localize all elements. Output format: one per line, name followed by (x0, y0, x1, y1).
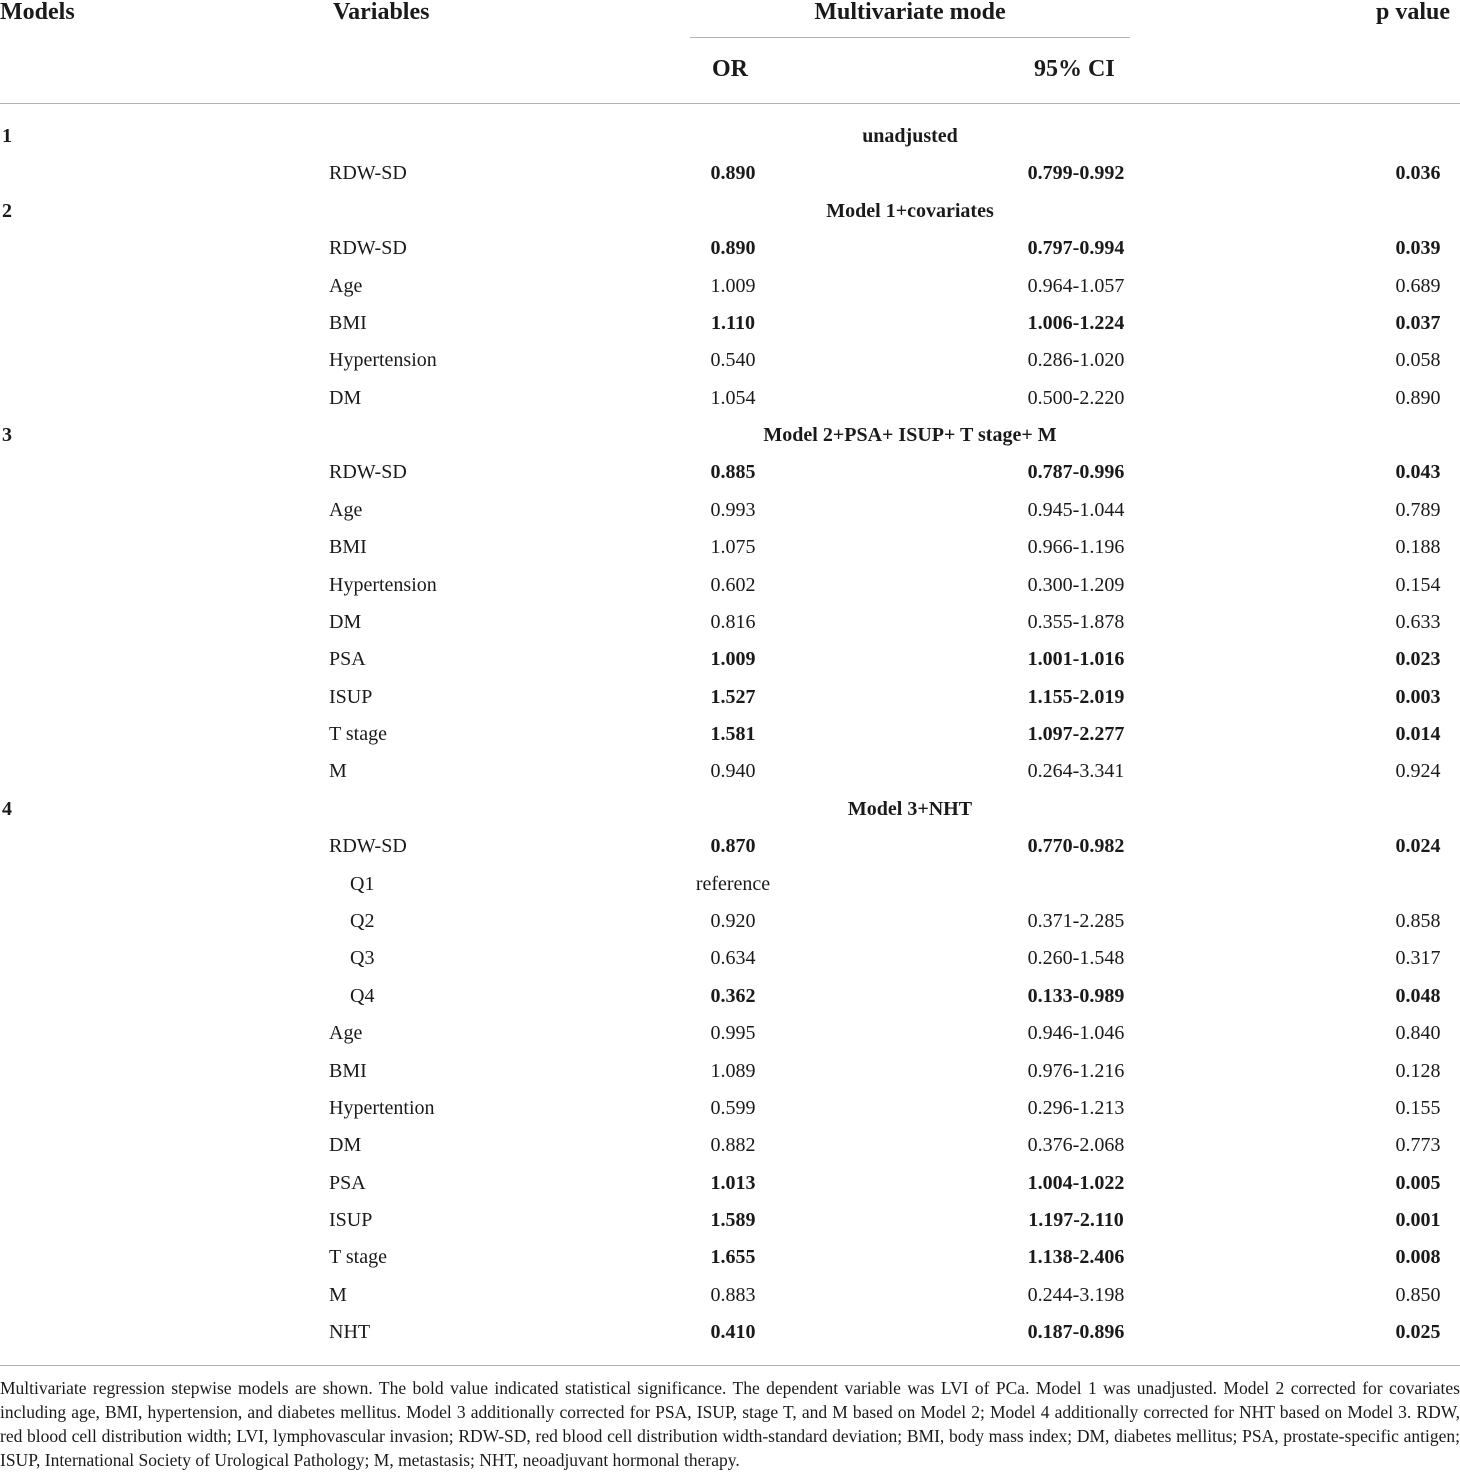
ci-cell: 0.966-1.196 (1027, 536, 1125, 559)
p-value-cell: 0.008 (1395, 1246, 1441, 1269)
table-row (0, 1165, 1460, 1202)
or-cell: 0.870 (710, 835, 756, 858)
p-value-cell: 0.840 (1395, 1022, 1441, 1045)
model-number: 1 (2, 125, 12, 147)
or-cell: 0.540 (710, 349, 756, 372)
table-row (0, 866, 1460, 903)
table-row (0, 604, 1460, 641)
table-row (0, 529, 1460, 566)
variable-cell: DM (329, 610, 362, 633)
model-number: 2 (2, 199, 12, 222)
table-row (0, 380, 1460, 417)
ci-cell: 0.964-1.057 (1027, 274, 1125, 297)
ci-cell: 0.946-1.046 (1027, 1022, 1125, 1045)
p-value-cell: 0.014 (1395, 723, 1441, 746)
ci-cell: 1.097-2.277 (1027, 723, 1125, 746)
model-section-row (0, 118, 1460, 155)
table-row (0, 641, 1460, 678)
p-value-cell: 0.633 (1395, 610, 1441, 633)
variable-cell: Q4 (350, 984, 375, 1007)
model-label: Model 3+NHT (847, 797, 973, 820)
p-value-cell: 0.036 (1395, 162, 1441, 185)
table-row (0, 1277, 1460, 1314)
p-value-cell: 0.924 (1395, 760, 1441, 783)
variable-cell: M (329, 760, 347, 783)
or-cell: 1.013 (710, 1171, 756, 1194)
ci-cell: 0.286-1.020 (1027, 349, 1125, 372)
table-row (0, 940, 1460, 977)
ci-cell: 0.244-3.198 (1027, 1283, 1125, 1306)
p-value-cell: 0.850 (1395, 1283, 1441, 1306)
table-row (0, 903, 1460, 940)
header-p-value: p value (1376, 0, 1451, 25)
or-cell: 0.816 (710, 610, 756, 633)
or-cell: 0.602 (710, 573, 756, 596)
model-section-row (0, 417, 1460, 454)
ci-cell: 0.133-0.989 (1027, 984, 1125, 1007)
variable-cell: T stage (329, 1246, 387, 1269)
p-value-cell: 0.128 (1395, 1059, 1441, 1082)
ci-cell: 0.371-2.285 (1027, 909, 1125, 932)
table-row (0, 268, 1460, 305)
or-cell: 0.885 (710, 461, 756, 484)
table-row (0, 492, 1460, 529)
table-row (0, 230, 1460, 267)
model-label: Model 2+PSA+ ISUP+ T stage+ M (763, 424, 1057, 447)
variable-cell: BMI (329, 311, 367, 334)
or-cell: 1.054 (710, 386, 756, 409)
or-cell: 0.599 (710, 1096, 756, 1119)
ci-cell: 0.296-1.213 (1027, 1096, 1125, 1119)
header-or: OR (712, 56, 748, 82)
header-span-rule (690, 37, 1130, 38)
table-row (0, 753, 1460, 790)
table-row (0, 679, 1460, 716)
p-value-cell: 0.048 (1395, 984, 1441, 1007)
table-row (0, 342, 1460, 379)
ci-cell: 0.799-0.992 (1027, 162, 1125, 185)
p-value-cell: 0.773 (1395, 1134, 1441, 1157)
variable-cell: BMI (329, 1059, 367, 1082)
variable-cell: Age (329, 274, 363, 297)
variable-cell: PSA (329, 648, 366, 671)
p-value-cell: 0.037 (1395, 311, 1441, 334)
variable-cell: BMI (329, 536, 367, 559)
table-row (0, 978, 1460, 1015)
ci-cell: 1.155-2.019 (1027, 685, 1125, 708)
variable-cell: Hypertention (329, 1096, 435, 1119)
ci-cell: 1.197-2.110 (1028, 1209, 1124, 1232)
or-cell: 0.362 (710, 984, 756, 1007)
ci-cell: 0.797-0.994 (1027, 237, 1125, 260)
table-row (0, 1053, 1460, 1090)
or-cell: 0.882 (710, 1134, 756, 1157)
table-row (0, 1090, 1460, 1127)
table-row (0, 305, 1460, 342)
or-cell: 1.110 (711, 311, 755, 334)
or-cell: 1.589 (710, 1209, 756, 1232)
or-cell: 1.527 (710, 685, 756, 708)
or-cell: 1.009 (710, 648, 756, 671)
model-section-row (0, 791, 1460, 828)
p-value-cell: 0.689 (1395, 274, 1441, 297)
table-row (0, 1239, 1460, 1276)
model-label: Model 1+covariates (826, 199, 994, 222)
variable-cell: RDW-SD (329, 835, 407, 858)
p-value-cell: 0.317 (1395, 947, 1441, 970)
ci-cell: 0.787-0.996 (1027, 461, 1125, 484)
variable-cell: PSA (329, 1171, 366, 1194)
or-cell: 1.075 (710, 536, 756, 559)
model-label: unadjusted (862, 125, 958, 147)
or-cell: 0.883 (710, 1283, 756, 1306)
ci-cell: 0.355-1.878 (1027, 610, 1125, 633)
p-value-cell: 0.789 (1395, 498, 1441, 521)
or-cell: reference (695, 872, 771, 895)
variable-cell: Hypertension (329, 573, 437, 596)
p-value-cell: 0.058 (1395, 349, 1441, 372)
table-row (0, 1202, 1460, 1239)
or-cell: 0.995 (710, 1022, 756, 1045)
variable-cell: T stage (329, 723, 387, 746)
or-cell: 1.581 (710, 723, 756, 746)
variable-cell: DM (329, 1134, 362, 1157)
header-multivariate: Multivariate mode (814, 0, 1006, 25)
variable-cell: RDW-SD (329, 237, 407, 260)
p-value-cell: 0.023 (1395, 648, 1441, 671)
ci-cell: 0.300-1.209 (1027, 573, 1125, 596)
p-value-cell: 0.890 (1395, 386, 1441, 409)
table-footnote: Multivariate regression stepwise models are shown. The bold value indicated statistical significance. The dependent variable was LVI of PCa. Model 1 was unadjusted. Model 2 corrected for covariates including age, BMI, hypertension, and diabetes mellitus. Model 3 additionally corrected for PSA, ISUP, stage T, and M based on Model 2; Model 4 additionally corrected for NHT based on Model 3. RDW, red blood cell distribution width; LVI, lymphovascular invasion; RDW-SD, red blood cell distribution width-standard deviation; BMI, body mass index; DM, diabetes mellitus; PSA, prostate-specific antigen; ISUP, International Society of Urological Pathology; M, metastasis; NHT, neoadjuvant hormonal therapy. (0, 1378, 1460, 1470)
table-row (0, 1314, 1460, 1351)
p-value-cell: 0.043 (1395, 461, 1441, 484)
variable-cell: ISUP (329, 1209, 373, 1232)
or-cell: 0.634 (710, 947, 756, 970)
ci-cell: 1.006-1.224 (1027, 311, 1125, 334)
or-cell: 0.890 (710, 162, 756, 185)
or-cell: 1.655 (710, 1246, 756, 1269)
p-value-cell: 0.155 (1395, 1096, 1441, 1119)
table-row (0, 1127, 1460, 1164)
variable-cell: DM (329, 386, 362, 409)
ci-cell: 0.264-3.341 (1027, 760, 1125, 783)
header-ci: 95% CI (1034, 56, 1115, 82)
table-row (0, 155, 1460, 192)
p-value-cell: 0.001 (1395, 1209, 1441, 1232)
variable-cell: Age (329, 1022, 363, 1045)
table-row (0, 567, 1460, 604)
or-cell: 0.993 (710, 498, 756, 521)
variable-cell: NHT (329, 1321, 371, 1344)
ci-cell: 0.500-2.220 (1027, 386, 1125, 409)
variable-cell: M (329, 1283, 347, 1306)
table-row (0, 716, 1460, 753)
table-row (0, 454, 1460, 491)
variable-cell: Q2 (350, 909, 375, 932)
ci-cell: 0.770-0.982 (1027, 835, 1125, 858)
model-number: 3 (2, 424, 12, 447)
variable-cell: RDW-SD (329, 461, 407, 484)
header-bottom-rule (0, 103, 1460, 104)
or-cell: 0.920 (710, 909, 756, 932)
ci-cell: 1.138-2.406 (1027, 1246, 1125, 1269)
ci-cell: 0.376-2.068 (1027, 1134, 1125, 1157)
or-cell: 1.089 (710, 1059, 756, 1082)
p-value-cell: 0.005 (1395, 1171, 1441, 1194)
p-value-cell: 0.024 (1395, 835, 1441, 858)
ci-cell: 0.945-1.044 (1027, 498, 1125, 521)
or-cell: 0.890 (710, 237, 756, 260)
or-cell: 1.009 (710, 274, 756, 297)
p-value-cell: 0.025 (1395, 1321, 1441, 1344)
p-value-cell: 0.003 (1395, 685, 1441, 708)
p-value-cell: 0.039 (1395, 237, 1441, 260)
header-models: Models (0, 0, 75, 25)
or-cell: 0.940 (710, 760, 756, 783)
variable-cell: Q1 (350, 872, 375, 895)
variable-cell: ISUP (329, 685, 373, 708)
variable-cell: Hypertension (329, 349, 437, 372)
p-value-cell: 0.858 (1395, 909, 1441, 932)
ci-cell: 1.001-1.016 (1027, 648, 1125, 671)
ci-cell: 0.260-1.548 (1027, 947, 1125, 970)
variable-cell: RDW-SD (329, 162, 407, 185)
or-cell: 0.410 (710, 1321, 756, 1344)
variable-cell: Age (329, 498, 363, 521)
p-value-cell: 0.188 (1395, 536, 1441, 559)
ci-cell: 0.976-1.216 (1027, 1059, 1125, 1082)
ci-cell: 1.004-1.022 (1027, 1171, 1125, 1194)
table-row (0, 1015, 1460, 1052)
p-value-cell: 0.154 (1395, 573, 1441, 596)
model-section-row (0, 193, 1460, 230)
header-variables: Variables (333, 0, 430, 25)
table-bottom-rule (0, 1365, 1460, 1366)
ci-cell: 0.187-0.896 (1027, 1321, 1125, 1344)
variable-cell: Q3 (350, 947, 375, 970)
model-number: 4 (2, 797, 12, 820)
table-row (0, 828, 1460, 865)
